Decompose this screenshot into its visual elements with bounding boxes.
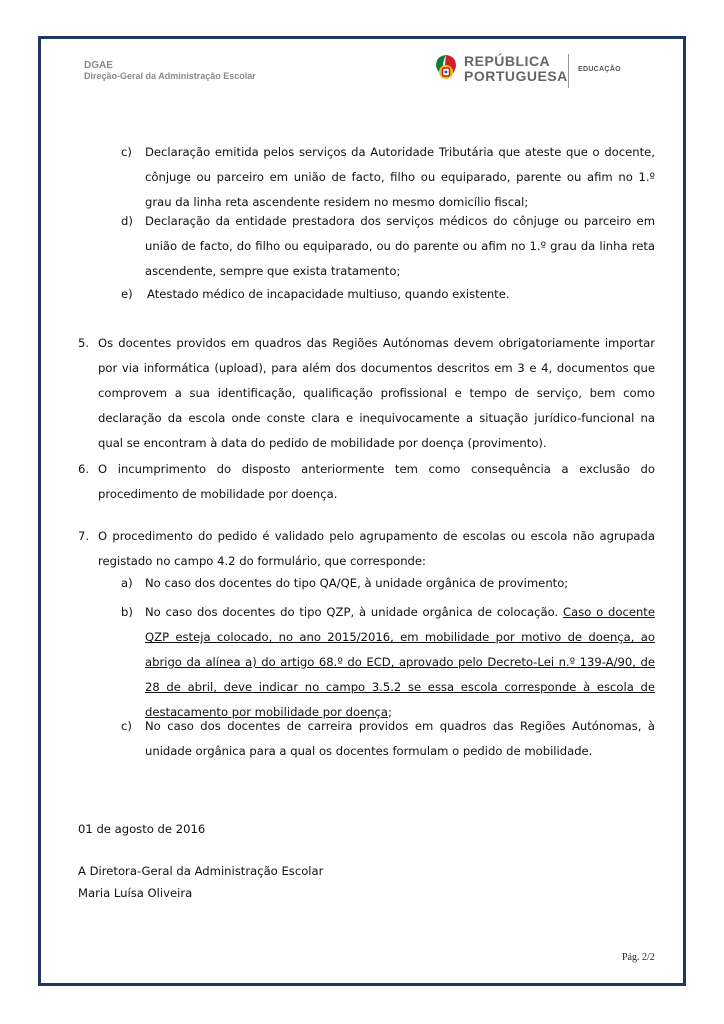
- logo-text: [464, 54, 568, 84]
- paragraph-text: O incumprimento do disposto anteriormente tem como consequência a exclusão do procedimento de mobilidade por doença.: [98, 462, 655, 501]
- item-text: Declaração emitida pelos serviços da Autoridade Tributária que ateste que o docente, cônjuge ou parceiro em união de facto, filho ou equiparado, parente ou afim no 1.º grau da linha reta ascendente residem no mesmo domicílio fiscal;: [145, 145, 655, 209]
- logo-area: EDUCAÇÃO: [578, 66, 621, 73]
- item-text: [145, 600, 655, 725]
- paragraph-number: 7.: [78, 529, 90, 543]
- item-text: No caso dos docentes de carreira providos em quadros das Regiões Autónomas, à unidade orgânica para a qual os docentes formulam o pedido de mobilidade.: [145, 719, 655, 758]
- paragraph-text: O procedimento do pedido é validado pelo agrupamento de escolas ou escola não agrupada registado no campo 4.2 do formulário, que corresponde:: [98, 529, 655, 568]
- item-text-end: ;: [388, 705, 392, 719]
- item-label: e): [121, 287, 133, 301]
- dgae-header: [84, 60, 256, 82]
- item-label: b): [121, 605, 133, 619]
- item-label: c): [121, 719, 132, 733]
- paragraph-number: 5.: [78, 336, 90, 350]
- item-label: d): [121, 214, 133, 228]
- item-text: No caso dos docentes do tipo QA/QE, à unidade orgânica de provimento;: [145, 576, 569, 590]
- logo-line1: REPÚBLICA: [464, 53, 551, 69]
- item-text-underlined: Caso o docente QZP esteja colocado, no ano 2015/2016, em mobilidade por motivo de doença, ao abrigo da alínea a) do artigo 68.º do ECD, aprovado pelo Decreto-Lei n.º 139-A/90, de 28 de abril, deve indicar no campo 3.5.2 se essa escola corresponde à escola de destacamento por mobilidade por doença: [145, 605, 655, 719]
- republica-portuguesa-logo: [432, 52, 632, 92]
- document-date: 01 de agosto de 2016: [78, 822, 206, 836]
- logo-line2: PORTUGUESA: [464, 68, 568, 84]
- item-text-plain: No caso dos docentes do tipo QZP, à unidade orgânica de colocação.: [145, 605, 563, 619]
- paragraph-text: Os docentes providos em quadros das Regiões Autónomas devem obrigatoriamente importar por via informática (upload), para além dos documentos descritos em 3 e 4, documentos que comprovem a sua identificação, qualificação profissional e tempo de serviço, bem como declaração da escola onde conste clara e inequivocamente a situação jurídico-funcional na qual se encontram à data do pedido de mobilidade por doença (provimento).: [98, 336, 655, 450]
- org-name: Direção-Geral da Administração Escolar: [84, 71, 256, 81]
- item-text: Atestado médico de incapacidade multiuso, quando existente.: [147, 287, 510, 301]
- item-text: Declaração da entidade prestadora dos serviços médicos do cônjuge ou parceiro em união de facto, do filho ou equiparado, ou do parente ou afim no 1.º grau da linha reta ascendente, sempre que exista tratamento;: [145, 214, 655, 278]
- paragraph-number: 6.: [78, 462, 90, 476]
- signer-title: A Diretora-Geral da Administração Escolar: [78, 864, 324, 878]
- page-number: Pág. 2/2: [622, 952, 655, 963]
- signer-name: Maria Luísa Oliveira: [78, 886, 193, 900]
- item-label: c): [121, 145, 132, 159]
- logo-divider: [568, 54, 569, 88]
- item-label: a): [121, 576, 133, 590]
- org-acronym: DGAE: [84, 60, 113, 71]
- coat-of-arms-icon: [432, 52, 460, 90]
